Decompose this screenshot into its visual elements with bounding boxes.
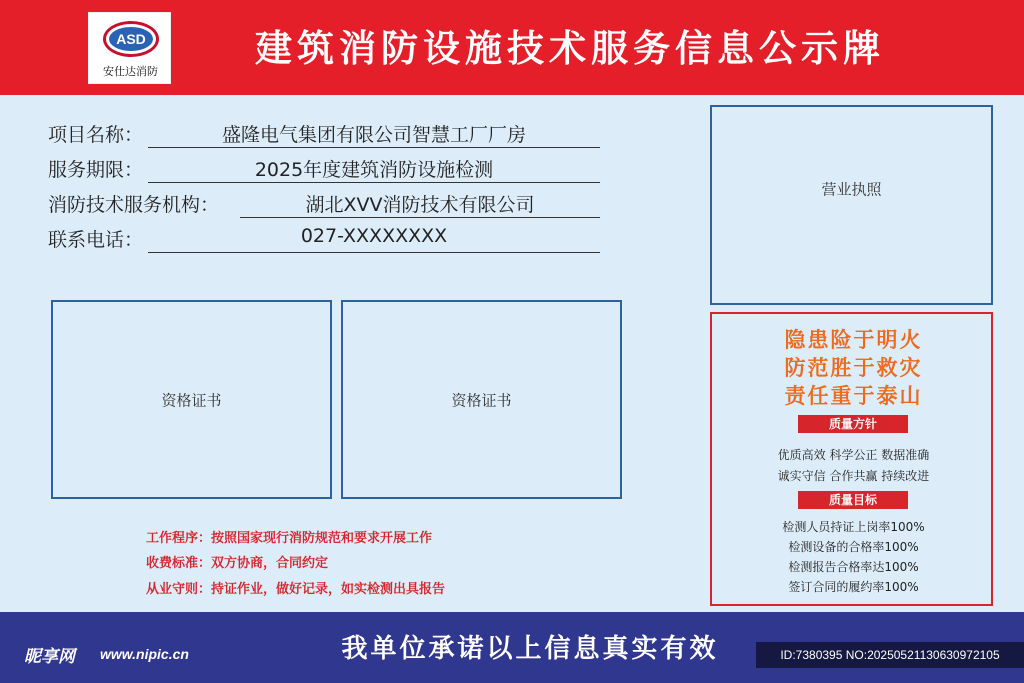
org-row (48, 190, 608, 220)
logo-mark: ASD (109, 27, 153, 51)
certificate-frame-1 (51, 300, 332, 499)
quality-goal-item: 检测人员持证上岗率100% (782, 520, 925, 534)
promise-statement: 我单位承诺以上信息真实有效 (341, 634, 719, 664)
watermark-url: www.nipic.cn (100, 646, 189, 662)
business-license-label: 营业执照 (821, 180, 882, 199)
phone-label: 联系电话： (48, 229, 144, 251)
board-title: 建筑消防设施技术服务信息公示牌 (255, 27, 885, 70)
company-logo (88, 12, 171, 84)
project-label: 项目名称： (48, 124, 144, 146)
quality-policy-tag: 质量方针 (798, 415, 908, 433)
quality-goal-item: 检测报告合格率达100% (788, 560, 919, 574)
quality-policy-line-2: 诚实守信 合作共赢 持续改进 (777, 469, 930, 483)
phone-row (48, 225, 608, 255)
business-license-frame (710, 105, 993, 305)
quality-panel (710, 312, 993, 606)
period-row (48, 155, 608, 185)
slogan-3: 责任重于泰山 (784, 383, 923, 408)
quality-goal-item: 检测设备的合格率100% (788, 540, 919, 554)
rule-fee: 收费标准：双方协商，合同约定 (146, 556, 329, 571)
quality-goal-tag: 质量目标 (798, 491, 908, 509)
certificate-label-1: 资格证书 (161, 391, 222, 409)
logo-emblem (103, 21, 159, 57)
org-label: 消防技术服务机构： (48, 194, 220, 216)
phone-value: 027-XXXXXXXX (148, 225, 600, 253)
header-banner (0, 0, 1024, 95)
watermark-logo: 昵享网 (24, 647, 75, 667)
certificate-frame-2 (341, 300, 622, 499)
rule-procedure: 工作程序：按照国家现行消防规范和要求开展工作 (146, 531, 433, 546)
project-row (48, 120, 608, 150)
quality-goal-item: 签订合同的履约率100% (788, 580, 919, 594)
org-value: 湖北XVV消防技术有限公司 (240, 190, 600, 218)
rule-conduct: 从业守则：持证作业，做好记录，如实检测出具报告 (146, 582, 446, 597)
footer-banner (0, 612, 1024, 683)
slogan-1: 隐患险于明火 (784, 327, 923, 352)
logo-text: 安仕达消防 (103, 65, 158, 78)
watermark-id: ID:7380395 NO:20250521130630972105 (756, 642, 1024, 668)
certificate-label-2: 资格证书 (451, 391, 512, 409)
period-value: 2025年度建筑消防设施检测 (148, 155, 600, 183)
project-value: 盛隆电气集团有限公司智慧工厂厂房 (148, 120, 600, 148)
slogan-2: 防范胜于救灾 (784, 355, 923, 380)
period-label: 服务期限： (48, 159, 144, 181)
quality-policy-line-1: 优质高效 科学公正 数据准确 (777, 448, 930, 462)
